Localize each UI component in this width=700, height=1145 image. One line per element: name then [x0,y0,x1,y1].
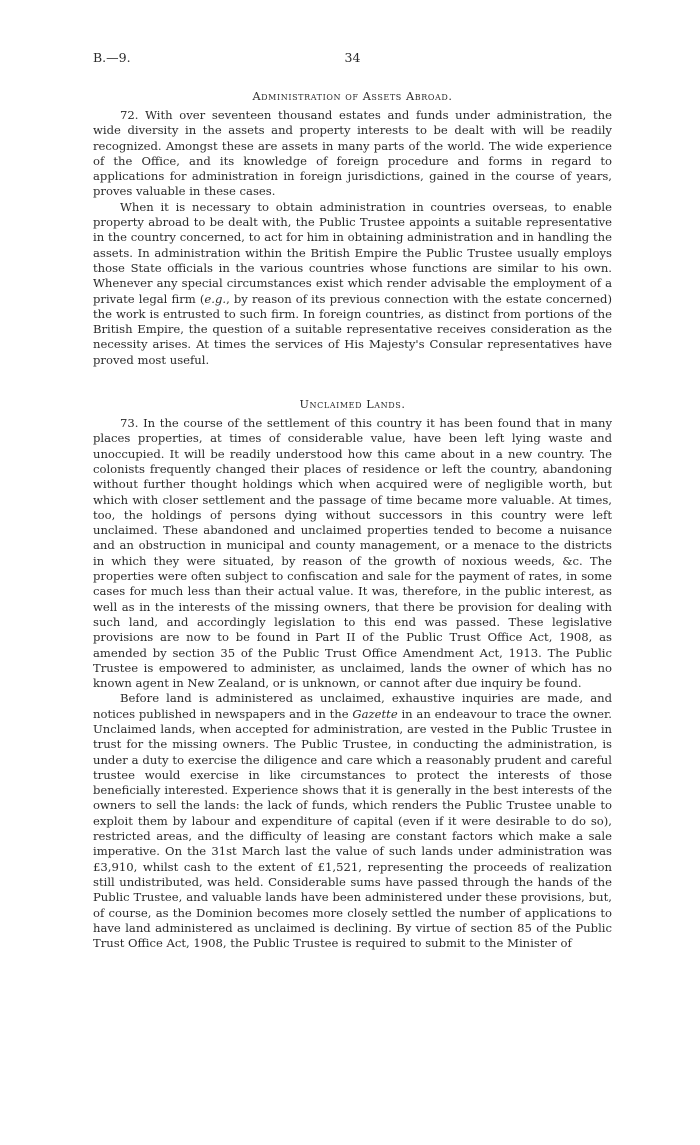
italic-eg: e.g. [204,291,227,306]
page-header [93,50,612,68]
paragraph-73: 73. In the course of the settlement of this country it has been found that in many places properties, at times of considerable value, have been left lying waste and unoccupied. It will be readily understood how this came about in a new country. The colonists frequently changed their places of residence or left the country, abandoning without further thought holdings which when acquired were of negligible worth, but which with closer settlement and the passage of time became more valuable. At times, too, the holdings of persons dying without successors in this country were left unclaimed. These abandoned and unclaimed properties tended to become a nuisance and an obstruction in municipal and county management, or a menace to the districts in which they were situated, by reason of the growth of noxious weeds, &c. The properties were often subject to confiscation and sale for the payment of rates, in some cases for much less than their actual value. It was, therefore, in the public interest, as well as in the interests of the missing owners, that there be provision for dealing with such land, and accordingly legislation to this end was passed. These legislative provisions are now to be found in Part II of the Public Trust Office Act, 1908, as amended by section 35 of the Public Trust Office Amendment Act, 1913. The Public Trustee is empowered to administer, as unclaimed, lands the owner of which has no known agent in New Zealand, or is unknown, or cannot after due inquiry be found. [93,416,612,691]
section-heading-unclaimed-lands: Unclaimed Lands. [299,398,406,412]
page-number: 34 [344,50,361,65]
paragraph-text: in an endeavour to trace the owner. Unclaimed lands, when accepted for administration, are vested in the Public Trustee in trust for the missing owners. The Public Trustee, in conducting the administration, is under a duty to exercise the diligence and care which a reasonably prudent and careful trustee would exercise in like circumstances to protect the interests of those beneficially interested. Experience shows that it is generally in the best interests of the owners to sell the lands: the lack of funds, which renders the Public Trustee unable to exploit them by labour and expenditure of capital (even if it were desirable to do so), restricted areas, and the difficulty of leasing are constant factors which make a sale imperative. On the 31st March last the value of such lands under administration was £3,910, whilst cash to the extent of £1,521, representing the proceeds of realization still undistributed, was held. Considerable sums have passed through the hands of the Public Trustee, and valuable lands have been administered under these provisions, but, of course, as the Dominion becomes more closely settled the number of applications to have land administered as unclaimed is declining. By virtue of section 85 of the Public Trust Office Act, 1908, the Public Trustee is required to submit to the Minister of [93,706,612,951]
paragraph-overseas-administration [93,200,612,368]
paragraph-text: When it is necessary to obtain administration in countries overseas, to enable property abroad to be dealt with, the Public Trustee appoints a suitable representative in the country concerned, to act for him in obtaining administration and in handling the assets. In administration within the British Empire the Public Trustee usually employs those State officials in the various countries whose functions are similar to his own. Whenever any special circumstances exist which render advisable the employment of a private legal firm ( [93,199,612,306]
paragraph-text: , by reason of its previous connection with the estate concerned) the work is entrusted to such firm. In foreign countries, as distinct from portions of the British Empire, the question of a suitable representative receives consideration as the necessity arises. At times the services of His Majesty's Consular representatives have proved most useful. [93,291,612,367]
document-page [93,50,612,951]
document-reference: B.—9. [93,50,131,65]
paragraph-unclaimed-administration [93,691,612,951]
paragraph-72: 72. With over seventeen thousand estates and funds under administration, the wide diversity in the assets and property interests to be dealt with will be readily recognized. Amongst these are assets in many parts of the world. The wide experience of the Office, and its knowledge of foreign procedure and forms in regard to applications for administration in foreign jurisdictions, gained in the course of years, proves valuable in these cases. [93,108,612,199]
italic-gazette: Gazette [352,706,398,721]
paragraph-text: Before land is administered as unclaimed, exhaustive inquiries are made, and notices published in newspapers and in the [93,691,612,721]
section-heading-assets-abroad: Administration of Assets Abroad. [252,90,453,103]
